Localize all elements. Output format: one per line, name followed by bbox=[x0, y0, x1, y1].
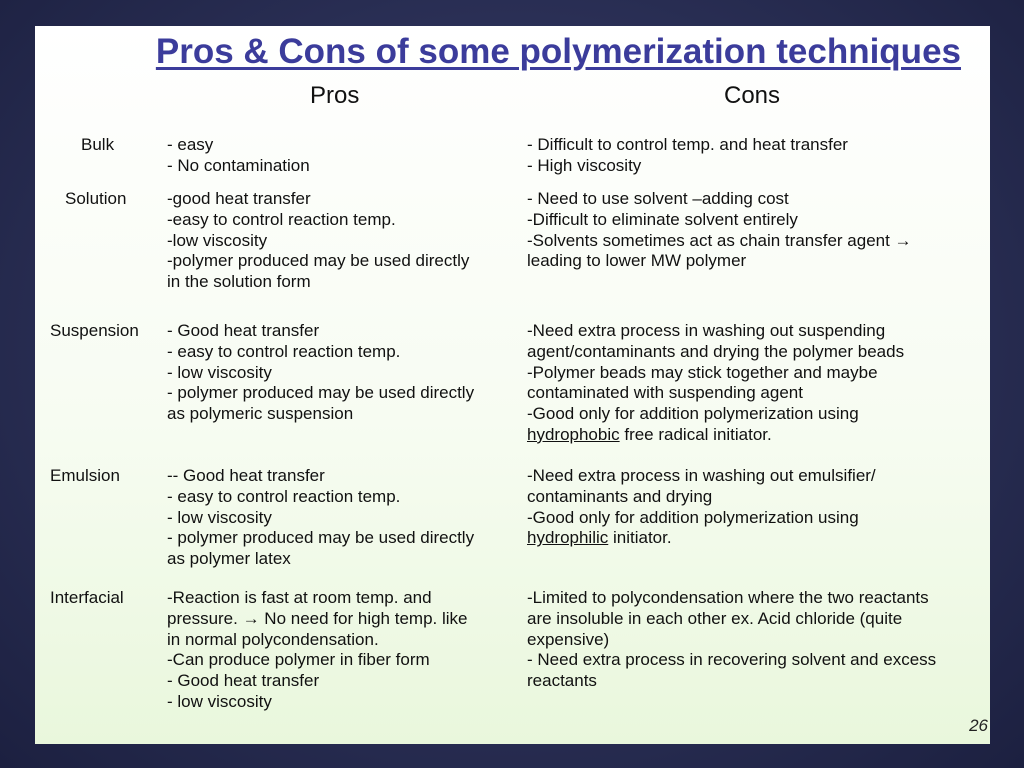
pros-line: pressure. → No need for high temp. like bbox=[167, 608, 468, 628]
page-number: 26 bbox=[969, 716, 988, 735]
cons-line: -Good only for addition polymerization using bbox=[527, 404, 859, 424]
pros-cell bbox=[167, 321, 474, 425]
cons-line: -Need extra process in washing out emulsifier/ bbox=[527, 466, 876, 485]
cons-line: -Difficult to eliminate solvent entirely bbox=[527, 209, 798, 229]
cons-line bbox=[527, 528, 876, 549]
pros-line: -polymer produced may be used directly bbox=[167, 251, 470, 271]
cons-line-rest: initiator. bbox=[608, 528, 672, 548]
cons-line: contaminated with suspending agent bbox=[527, 383, 803, 403]
pros-line: - Good heat transfer bbox=[167, 321, 320, 340]
pros-line: -Reaction is fast at room temp. and bbox=[167, 588, 432, 607]
pros-line: -- Good heat transfer bbox=[167, 466, 325, 485]
pros-line: - low viscosity bbox=[167, 507, 272, 527]
pros-line: - polymer produced may be used directly bbox=[167, 383, 475, 403]
cons-line-rest: free radical initiator. bbox=[619, 424, 772, 444]
pros-line: - Good heat transfer bbox=[167, 671, 320, 691]
pros-line: as polymeric suspension bbox=[167, 404, 354, 424]
cons-line: - Difficult to control temp. and heat transfer bbox=[527, 135, 848, 154]
pros-line: -low viscosity bbox=[167, 230, 268, 250]
pros-line: as polymer latex bbox=[167, 549, 291, 569]
pros-cell bbox=[167, 466, 474, 570]
row-label: Interfacial bbox=[50, 588, 124, 607]
cons-line: - Need extra process in recovering solvent and excess bbox=[527, 650, 937, 670]
cons-line: expensive) bbox=[527, 629, 610, 649]
pros-line: - No contamination bbox=[167, 155, 310, 175]
cons-cell bbox=[527, 135, 848, 177]
cons-line: - Need to use solvent –adding cost bbox=[527, 189, 789, 208]
cons-line: contaminants and drying bbox=[527, 486, 713, 506]
pros-cell bbox=[167, 588, 467, 713]
cons-line: leading to lower MW polymer bbox=[527, 251, 747, 271]
pros-line: - low viscosity bbox=[167, 362, 272, 382]
pros-line: -Can produce polymer in fiber form bbox=[167, 650, 430, 670]
cons-cell bbox=[527, 588, 936, 692]
underlined-term: hydrophilic bbox=[527, 528, 609, 548]
row-label: Solution bbox=[65, 189, 127, 208]
pros-line: - easy to control reaction temp. bbox=[167, 486, 401, 506]
slide bbox=[35, 26, 990, 744]
cons-line: are insoluble in each other ex. Acid chloride (quite bbox=[527, 608, 903, 628]
pros-line: - low viscosity bbox=[167, 691, 272, 711]
row-label: Emulsion bbox=[50, 466, 120, 485]
cons-line: -Need extra process in washing out suspending bbox=[527, 321, 886, 340]
pros-line: in normal polycondensation. bbox=[167, 629, 379, 649]
cons-cell bbox=[527, 189, 912, 272]
cons-line: reactants bbox=[527, 671, 597, 691]
cons-line: -Polymer beads may stick together and maybe bbox=[527, 362, 878, 382]
row-label: Bulk bbox=[81, 135, 115, 154]
cons-line: -Good only for addition polymerization using bbox=[527, 507, 859, 527]
cons-line: -Limited to polycondensation where the two reactants bbox=[527, 588, 929, 607]
pros-line: - easy bbox=[167, 135, 214, 154]
pros-cell bbox=[167, 189, 469, 293]
cons-line: - High viscosity bbox=[527, 155, 642, 175]
cons-heading: Cons bbox=[724, 82, 781, 109]
cons-cell bbox=[527, 466, 876, 549]
pros-line: -good heat transfer bbox=[167, 189, 311, 208]
pros-line: -easy to control reaction temp. bbox=[167, 209, 396, 229]
cons-line bbox=[527, 425, 904, 446]
cons-cell bbox=[527, 321, 904, 446]
cons-line: -Solvents sometimes act as chain transfer agent → bbox=[527, 230, 912, 250]
pros-line: - easy to control reaction temp. bbox=[167, 341, 401, 361]
row-label: Suspension bbox=[50, 321, 139, 340]
pros-heading: Pros bbox=[310, 82, 360, 109]
pros-line: in the solution form bbox=[167, 272, 311, 292]
pros-cell bbox=[167, 135, 310, 177]
underlined-term: hydrophobic bbox=[527, 424, 620, 444]
slide-title: Pros & Cons of some polymerization techniques bbox=[155, 32, 961, 71]
cons-line: agent/contaminants and drying the polymer beads bbox=[527, 341, 905, 361]
pros-line: - polymer produced may be used directly bbox=[167, 528, 475, 548]
